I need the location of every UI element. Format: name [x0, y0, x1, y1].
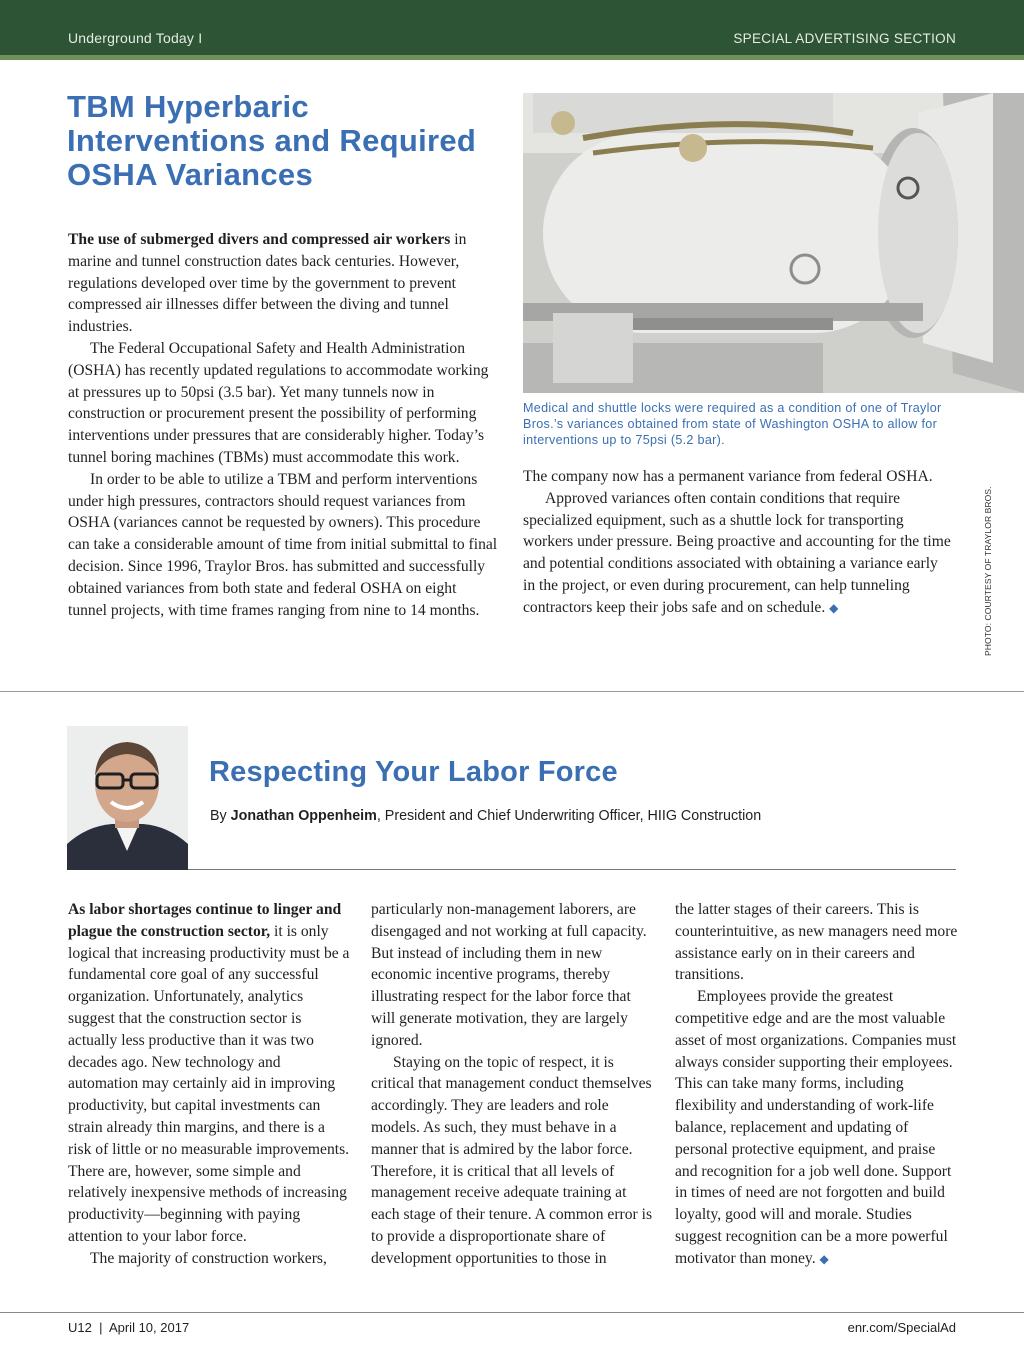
article2-lead: As labor shortages continue to linger and plague the construction sector, — [68, 901, 342, 940]
end-mark-icon: ◆ — [829, 600, 839, 615]
publication-name: Underground Today I — [68, 30, 203, 46]
photo-credit: PHOTO: COURTESY OF TRAYLOR BROS. — [983, 486, 993, 656]
article2-paragraph — [68, 899, 350, 1248]
section-divider — [0, 691, 1024, 692]
article1-paragraph: The company now has a permanent variance from federal OSHA. — [523, 468, 933, 485]
section-label: SPECIAL ADVERTISING SECTION — [733, 31, 956, 46]
author-portrait-illustration — [67, 726, 188, 870]
article1-paragraph — [523, 488, 953, 620]
article2-column-2 — [371, 899, 654, 1270]
article1-title: TBM Hyperbaric Interventions and Required OSHA Variances — [67, 89, 477, 192]
article1-paragraph-text: Approved variances often contain conditions that require specialized equipment, such as a shuttle lock for transporting workers under pressure. Being proactive and accounting for the time and potential conditions associated with obtaining a variance early in the project, or even during procurement, can help tunneling contractors keep their jobs safe and on schedule. — [523, 489, 951, 616]
author-title: , President and Chief Underwriting Officer, HIIG Construction — [376, 808, 762, 824]
article1-paragraph: In order to be able to utilize a TBM and perform interventions under high pressures, contractors should request variances from OSHA (variances cannot be requested by owners). This procedure can take a considerable amount of time from initial submittal to final decision. Since 1996, Traylor Bros. has submitted and successfully obtained variances from both state and federal OSHA on eight tunnel projects, with time frames ranging from nine to 14 months. — [68, 470, 498, 619]
byline — [210, 808, 761, 824]
article1-column-2 — [523, 466, 953, 620]
header-bar — [0, 0, 1024, 55]
byline-prefix: By — [210, 808, 231, 824]
article2-title: Respecting Your Labor Force — [209, 756, 618, 788]
article1-paragraph — [68, 229, 498, 338]
article2-column-3 — [675, 899, 958, 1271]
article1-lead: The use of submerged divers and compressed air workers — [68, 231, 451, 248]
article2-paragraph-text: Employees provide the greatest competitive edge and are the most valuable asset of most organizations. Companies must always consider supporting their employees. This can take many forms, including flexibility and understanding of work-life balance, replacement and updating of personal protective equipment, and praise and recognition for a job well done. Support in times of need are not forgotten and build loyalty, good will and morale. Studies suggest recognition can be a more powerful motivator than money. — [675, 988, 957, 1267]
article2-paragraph: the latter stages of their careers. This is counterintuitive, as new managers need more assistance early on in their careers and transitions. — [675, 901, 958, 984]
article2-paragraph — [675, 986, 958, 1270]
article2-column-1 — [68, 899, 350, 1270]
article2-paragraph: Staying on the topic of respect, it is critical that management conduct themselves accordingly. They are leaders and role models. As such, they must behave in a manner that is admired by the labor force. Therefore, it is critical that all levels of management receive adequate training at each stage of their tenure. A common error is to provide a disproportionate share of development opportunities to those in — [371, 1053, 653, 1267]
footer-url: enr.com/SpecialAd — [847, 1320, 956, 1335]
photo-caption: Medical and shuttle locks were required as a condition of one of Traylor Bros.’s variances obtained from state of Washington OSHA to allow for interventions up to 75psi (5.2 bar). — [523, 401, 942, 447]
footer-rule — [0, 1312, 1024, 1313]
article1-paragraph: The Federal Occupational Safety and Health Administration (OSHA) has recently updated regulations to accommodate working at pressures up to 50psi (3.5 bar). Yet many tunnels now in construction or procurement present the possibility of performing interventions under pressures that are considerably higher. Today’s tunnel boring machines (TBMs) must accommodate this work. — [68, 339, 489, 466]
author-name: Jonathan Oppenheim — [230, 808, 377, 824]
locks-photo-illustration — [523, 93, 1024, 393]
header-accent-stripe — [0, 55, 1024, 60]
article2-paragraph: particularly non-management laborers, are disengaged and not working at full capacity. But instead of including them in new economic incentive programs, thereby illustrating respect for the labor force that will generate motivation, they are largely ignored. — [371, 901, 647, 1049]
author-portrait — [67, 726, 188, 870]
locks-photo — [523, 93, 1024, 393]
article1-column-1 — [68, 229, 498, 621]
byline-rule — [188, 869, 956, 870]
article1-paragraph-text: in marine and tunnel construction dates back centuries. However, regulations developed over time by the government to prevent compressed air illnesses differ between the diving and tunnel industries. — [68, 231, 467, 336]
end-mark-icon: ◆ — [819, 1251, 829, 1266]
article2-paragraph: The majority of construction workers, — [90, 1249, 327, 1267]
page-number-date: U12 | April 10, 2017 — [68, 1320, 190, 1335]
article2-paragraph-text: it is only logical that increasing productivity must be a fundamental core goal of any successful organization. Unfortunately, analytics suggest that the construction sector is actually less productive than it was two decades ago. New technology and automation may certainly aid in improving productivity, but capital investments can strain already thin margins, and there is a risk of little or no measurable improvements. There are, however, some simple and relatively inexpensive methods of increasing productivity—beginning with paying attention to your labor force. — [68, 922, 350, 1245]
